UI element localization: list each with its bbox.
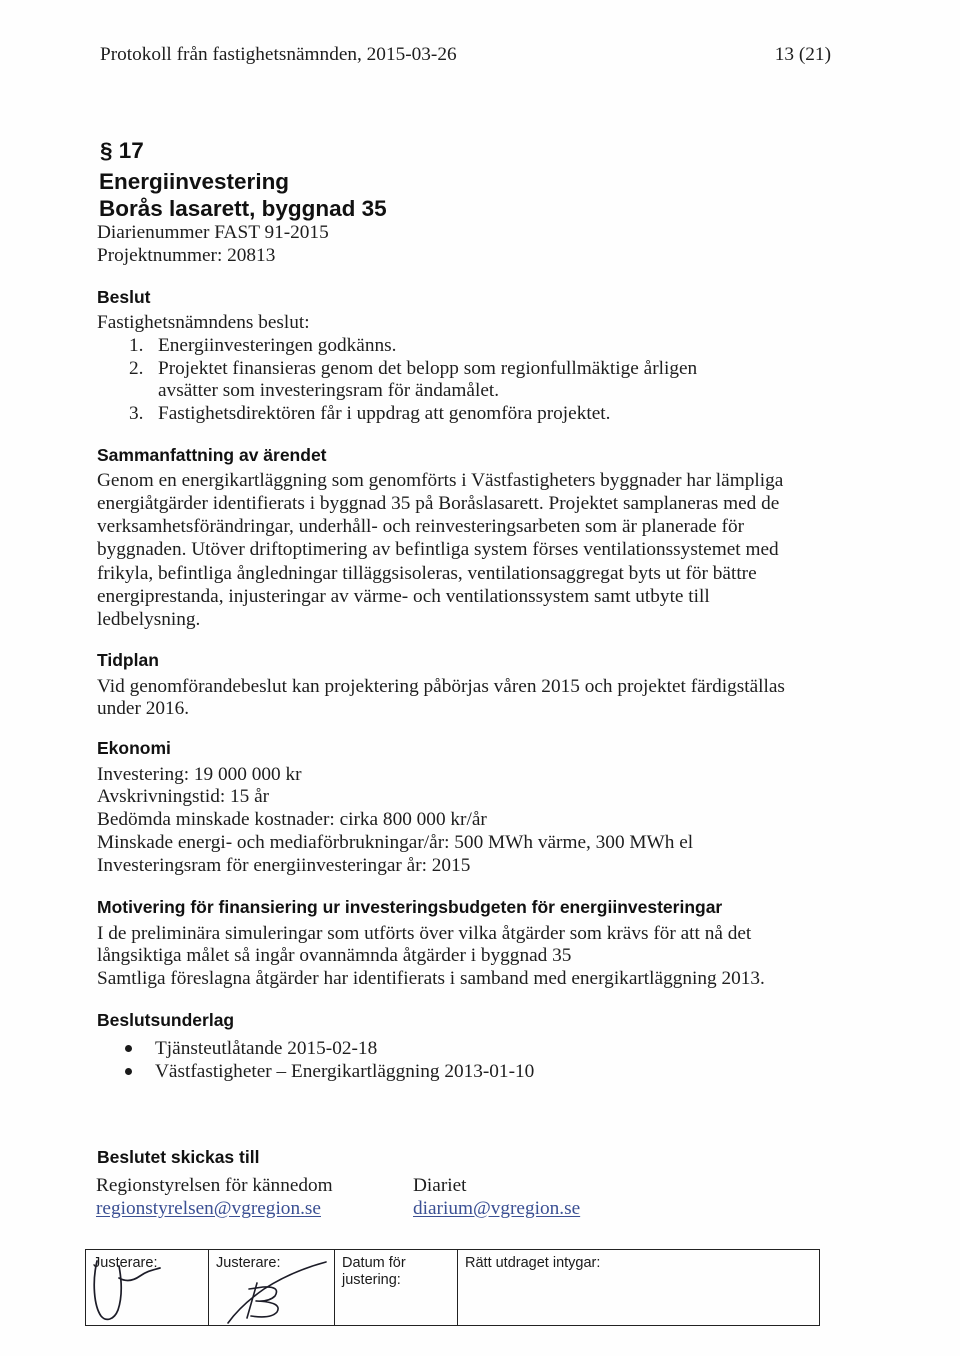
signature-cell-label: Justerare:	[93, 1255, 158, 1271]
recipient-name: Diariet	[413, 1174, 467, 1196]
page-header	[100, 43, 831, 67]
schedule-paragraph	[97, 676, 785, 721]
recipient	[96, 1174, 333, 1220]
signature-table	[85, 1249, 820, 1326]
summary-paragraph	[97, 469, 783, 632]
section-title: Energiinvestering	[99, 169, 290, 194]
section-title-block	[99, 168, 387, 222]
recipient-email-link[interactable]: regionstyrelsen@vgregion.se	[96, 1197, 321, 1219]
economy-list	[97, 764, 693, 878]
motivation-line: I de preliminära simuleringar som utförts över vilka åtgärder som krävs för att nå det	[97, 922, 752, 944]
summary-line: verksamhetsförändringar, underhåll- och reinvesteringsarbeten som är planerade för	[97, 516, 745, 538]
beslut-heading: Beslut	[97, 287, 151, 307]
decision-item	[97, 335, 697, 358]
summary-line: byggnaden. Utöver driftoptimering av befintliga system förses ventilationssystemet med	[97, 539, 779, 561]
economy-line: Minskade energi- och mediaförbrukningar/år: 500 MWh värme, 300 MWh el	[97, 831, 694, 853]
basis-list	[97, 1037, 534, 1083]
recipients-heading: Beslutet skickas till	[97, 1147, 260, 1167]
signature-cell-label: Datum för justering:	[342, 1255, 406, 1288]
basis-item	[97, 1060, 534, 1083]
motivation-line: långsiktiga målet så ingår ovannämnda åtgärder i byggnad 35	[97, 945, 572, 966]
signature-cell	[209, 1250, 335, 1325]
paragraph-number: § 17	[100, 138, 144, 163]
decision-block	[97, 312, 697, 426]
summary-line: energiprestanda, injusteringar av värme- och ventilationssystem samt utbyte till	[97, 585, 710, 607]
summary-line: energiåtgärder identifierats i byggnad 35 på Boråslasarett. Projektet samplaneras med de	[97, 492, 780, 514]
economy-line: Investering: 19 000 000 kr	[97, 763, 302, 785]
schedule-heading: Tidplan	[97, 650, 159, 670]
schedule-line: under 2016.	[97, 698, 190, 719]
economy-heading: Ekonomi	[97, 738, 171, 758]
recipient-email-link[interactable]: diarium@vgregion.se	[413, 1197, 581, 1219]
decision-item	[97, 358, 697, 404]
motivation-line: Samtliga föreslagna åtgärder har identifierats i samband med energikartläggning 2013.	[97, 967, 765, 989]
basis-heading: Beslutsunderlag	[97, 1010, 235, 1030]
decision-item-text: Energiinvesteringen godkänns.	[158, 334, 397, 356]
page-number: 13 (21)	[774, 44, 831, 65]
motivation-heading: Motivering för finansiering ur investeringsbudgeten för energiinvesteringar	[97, 897, 723, 917]
economy-line: Avskrivningstid: 15 år	[97, 786, 270, 808]
signature-cell	[86, 1250, 209, 1325]
economy-line: Bedömda minskade kostnader: cirka 800 000 kr/år	[97, 809, 487, 831]
recipient	[413, 1174, 580, 1220]
decision-item-number: 3.	[129, 403, 144, 425]
recipient-name: Regionstyrelsen för kännedom	[96, 1174, 333, 1196]
signature-cell	[335, 1250, 458, 1325]
bullet-icon	[125, 1068, 132, 1075]
decision-item-text: Projektet finansieras genom det belopp som regionfullmäktige årligen	[158, 357, 698, 379]
projektnummer: Projektnummer: 20813	[97, 245, 276, 266]
decision-item-number: 1.	[129, 334, 144, 356]
summary-heading: Sammanfattning av ärendet	[97, 445, 327, 465]
section-subtitle: Borås lasarett, byggnad 35	[99, 196, 387, 221]
summary-line: Genom en energikartläggning som genomförts i Västfastigheters byggnader har lämpliga	[97, 469, 784, 491]
decision-item-text: Fastighetsdirektören får i uppdrag att genomföra projektet.	[158, 403, 611, 425]
economy-line: Investeringsram för energiinvesteringar år: 2015	[97, 854, 471, 876]
signature-cell	[458, 1250, 819, 1325]
decision-intro: Fastighetsnämndens beslut:	[97, 312, 310, 333]
diarienummer: Diarienummer FAST 91-2015	[97, 222, 329, 243]
basis-item	[97, 1037, 534, 1060]
decision-item-number: 2.	[129, 357, 144, 379]
summary-line: frikyla, befintliga ångledningar tilläggsisoleras, ventilationsaggregat byts ut för bättre	[97, 562, 757, 584]
case-numbers	[97, 221, 329, 267]
basis-item-text: Västfastigheter – Energikartläggning 2013-01-10	[155, 1060, 535, 1082]
decision-item-text: avsätter som investeringsram för ändamålet.	[158, 380, 500, 402]
basis-item-text: Tjänsteutlåtande 2015-02-18	[155, 1037, 378, 1059]
decision-item	[97, 403, 697, 426]
signature-cell-label: Rätt utdraget intygar:	[465, 1255, 601, 1271]
bullet-icon	[125, 1045, 132, 1052]
schedule-line: Vid genomförandebeslut kan projektering påbörjas våren 2015 och projektet färdigställas	[97, 675, 785, 697]
summary-line: ledbelysning.	[97, 609, 201, 631]
protocol-title: Protokoll från fastighetsnämnden, 2015-03-26	[100, 44, 457, 65]
signature-cell-label: Justerare:	[216, 1255, 281, 1271]
motivation-paragraph	[97, 923, 765, 991]
